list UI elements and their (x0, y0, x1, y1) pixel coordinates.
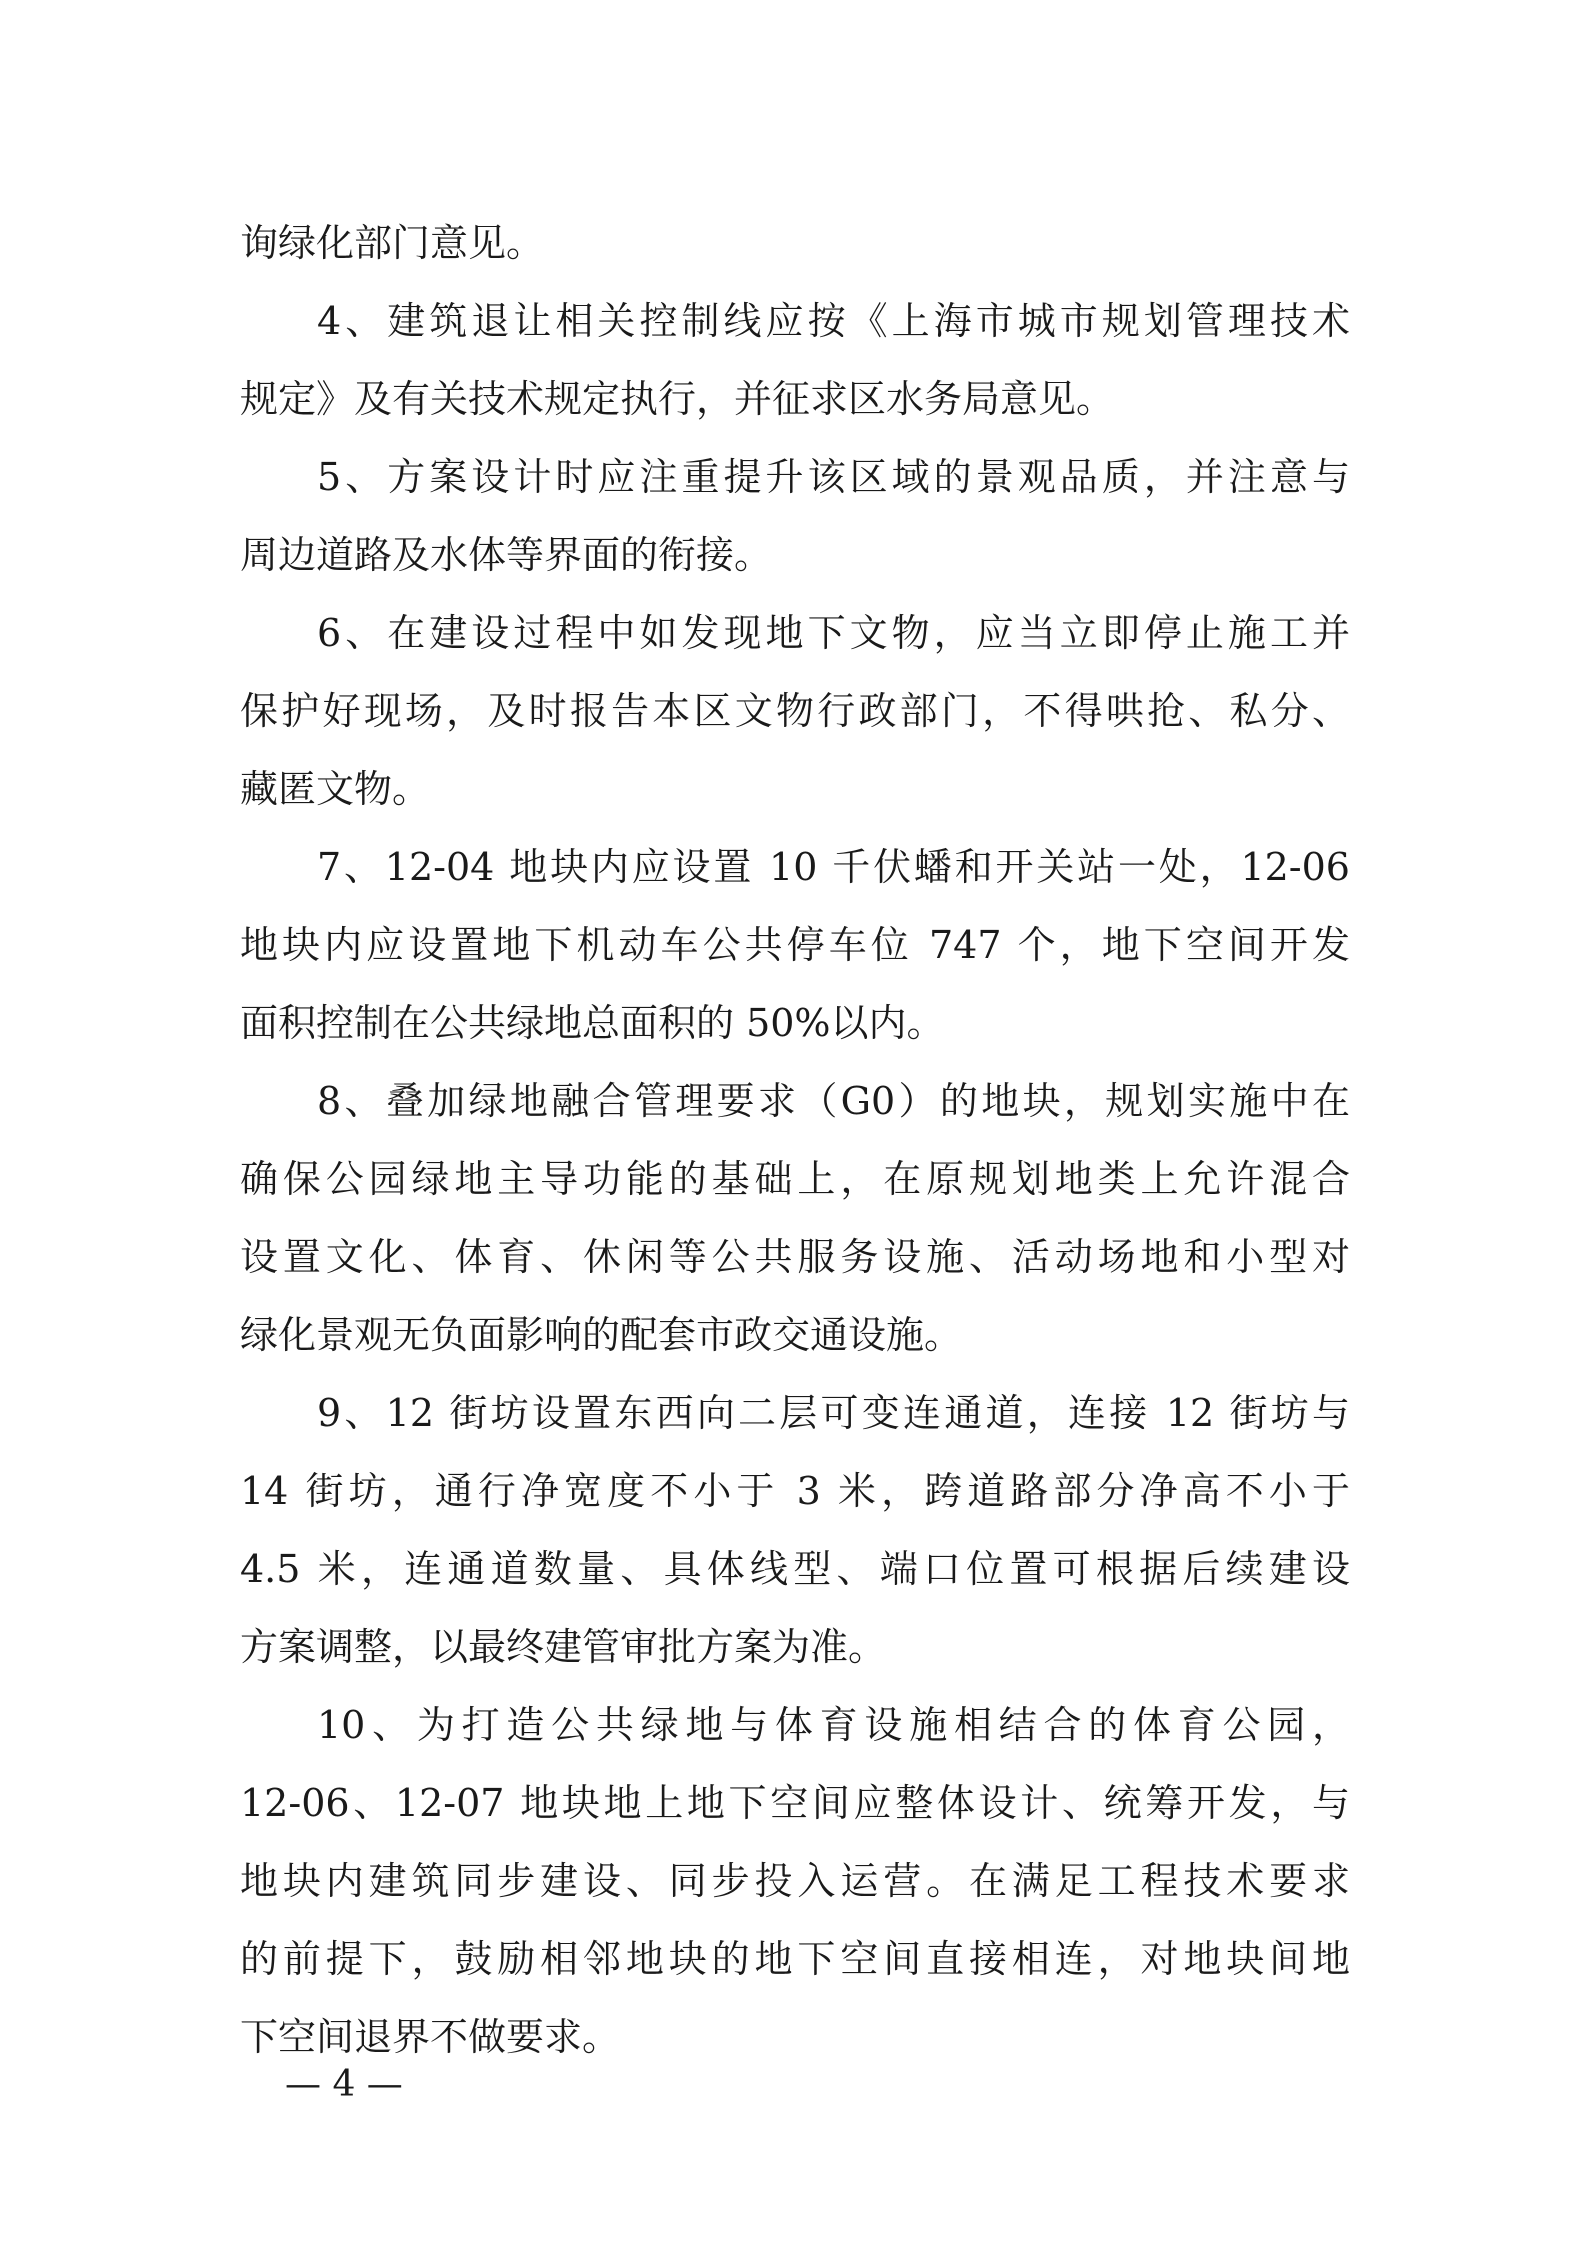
text-line: 设置文化、体育、休闲等公共服务设施、活动场地和小型对 (240, 1235, 1350, 1279)
text-line: 的前提下，鼓励相邻地块的地下空间直接相连，对地块间地 (240, 1937, 1350, 1981)
document-body (240, 204, 1350, 2076)
text-line: 9、12 街坊设置东西向二层可变连通道，连接 12 街坊与 (317, 1391, 1350, 1435)
text-line: 下空间退界不做要求。 (240, 2015, 621, 2059)
text-line: 规定》及有关技术规定执行，并征求区水务局意见。 (240, 377, 1115, 421)
text-line: 4、建筑退让相关控制线应按《上海市城市规划管理技术 (317, 299, 1350, 343)
text-line: 周边道路及水体等界面的衔接。 (240, 533, 773, 577)
text-line: 10、为打造公共绿地与体育设施相结合的体育公园， (317, 1703, 1350, 1747)
text-line: 8、叠加绿地融合管理要求（G0）的地块，规划实施中在 (317, 1079, 1350, 1123)
text-line: 5、方案设计时应注重提升该区域的景观品质，并注意与 (317, 455, 1350, 499)
text-line: 地块内建筑同步建设、同步投入运营。在满足工程技术要求 (240, 1859, 1350, 1903)
text-line: 保护好现场，及时报告本区文物行政部门，不得哄抢、私分、 (240, 689, 1350, 733)
text-line: 询绿化部门意见。 (240, 221, 545, 265)
text-line: 藏匿文物。 (240, 767, 431, 811)
text-line: 地块内应设置地下机动车公共停车位 747 个，地下空间开发 (240, 923, 1350, 967)
text-line: 方案调整，以最终建管审批方案为准。 (240, 1625, 887, 1669)
text-line: 4.5 米，连通道数量、具体线型、端口位置可根据后续建设 (240, 1547, 1350, 1591)
text-line: 12-06、12-07 地块地上地下空间应整体设计、统筹开发，与 (240, 1781, 1350, 1825)
text-line: 面积控制在公共绿地总面积的 50%以内。 (240, 1001, 945, 1045)
text-line: 绿化景观无负面影响的配套市政交通设施。 (240, 1313, 963, 1357)
page-number: — 4 — (285, 2064, 403, 2105)
text-line: 6、在建设过程中如发现地下文物，应当立即停止施工并 (317, 611, 1350, 655)
text-line: 确保公园绿地主导功能的基础上，在原规划地类上允许混合 (240, 1157, 1350, 1201)
text-line: 7、12-04 地块内应设置 10 千伏蟠和开关站一处，12-06 (317, 845, 1350, 889)
text-line: 14 街坊，通行净宽度不小于 3 米，跨道路部分净高不小于 (240, 1469, 1350, 1513)
